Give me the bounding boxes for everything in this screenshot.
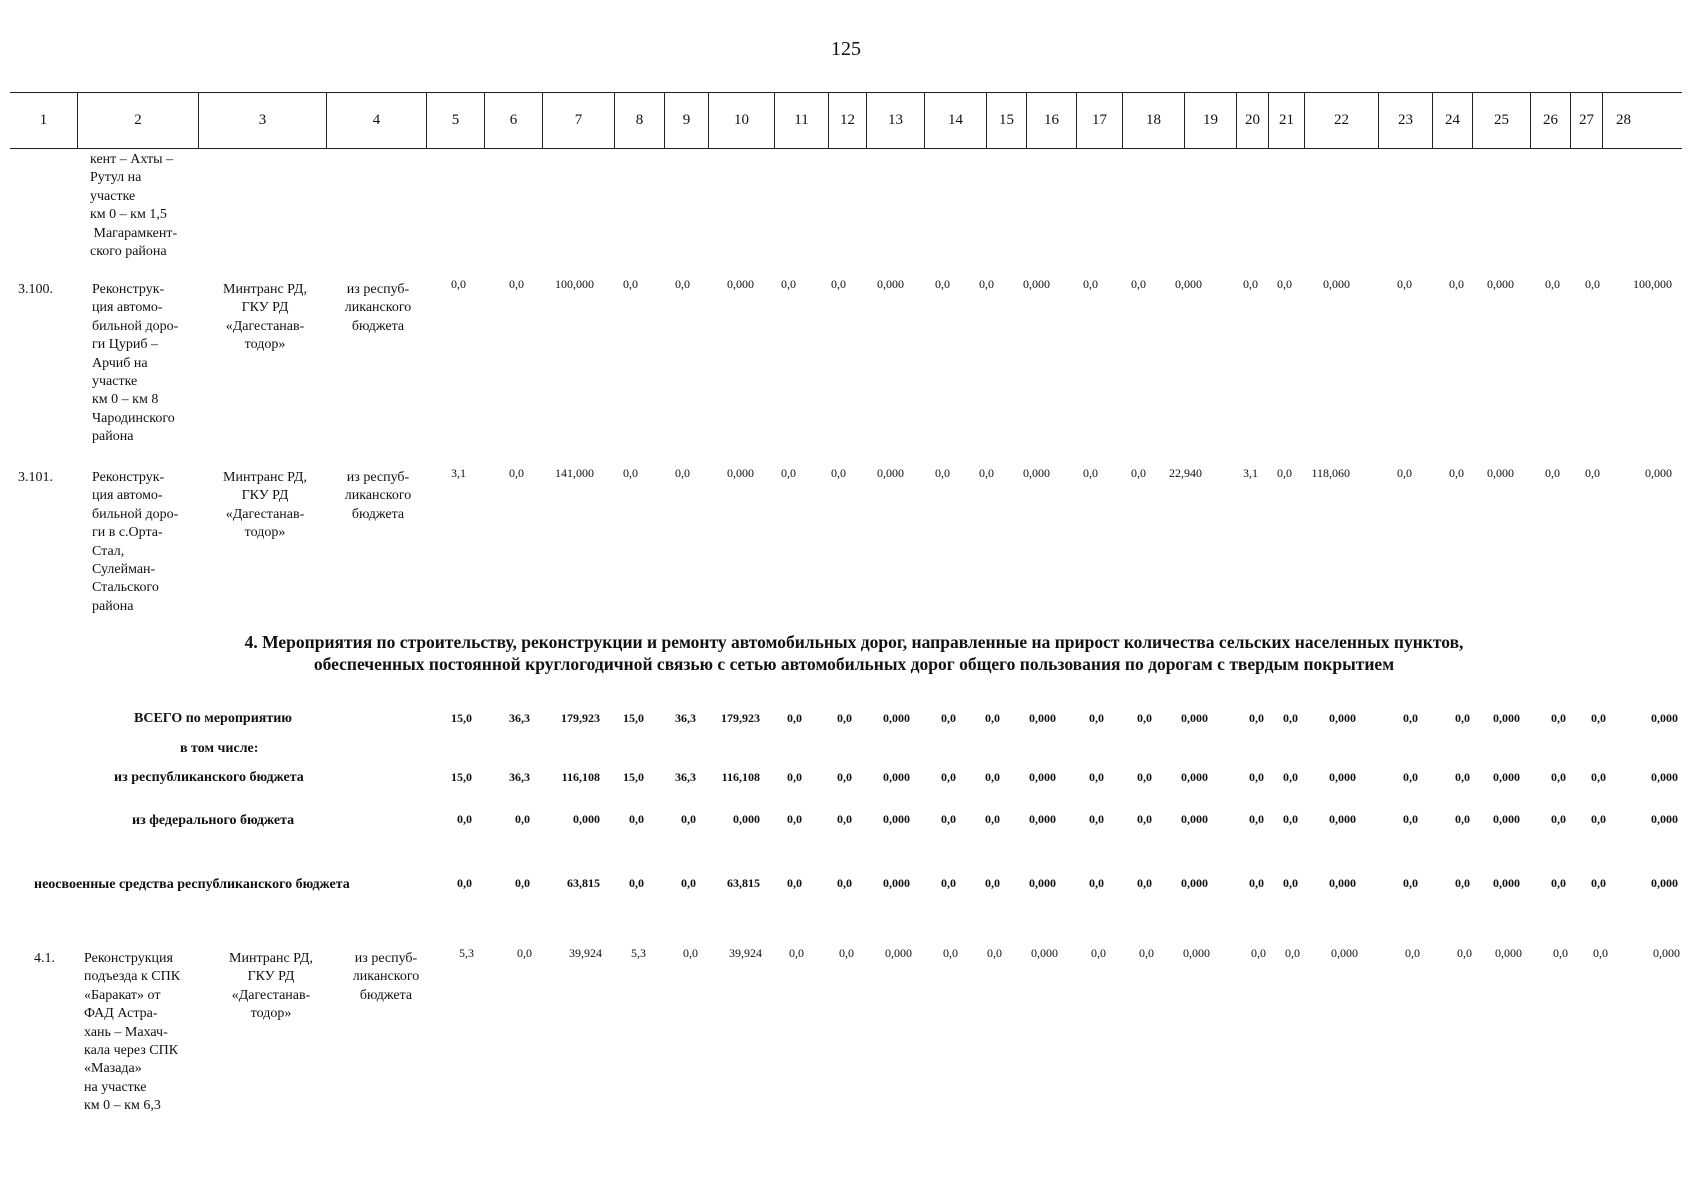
row-4-1-source: из респуб- ликанского бюджета [352,951,420,1003]
row-3-100-value-col-17: 0,0 [1083,277,1098,291]
summary-republic-value-col-25: 0,000 [1493,770,1520,784]
column-header-16: 16 [1026,93,1076,148]
summary-total-value-col-15: 0,0 [985,711,1000,725]
summary-federal-value-col-9: 0,0 [681,812,696,826]
column-header-7: 7 [542,93,614,148]
column-header-15: 15 [986,93,1026,148]
summary-federal-value-col-6: 0,0 [515,812,530,826]
summary-total-value-col-16: 0,000 [1029,711,1056,725]
row-3-100-value-col-8: 0,0 [623,277,638,291]
column-header-10: 10 [708,93,774,148]
row-3-100-value-col-13: 0,000 [877,277,904,291]
row-4-1-value-col-19: 0,000 [1183,946,1210,960]
column-header-27: 27 [1570,93,1602,148]
row-3-100-value-col-26: 0,0 [1545,277,1560,291]
summary-total-value-col-12: 0,0 [837,711,852,725]
row-3-101-value-col-16: 0,000 [1023,466,1050,480]
summary-republic-value-col-23: 0,0 [1403,770,1418,784]
section-heading: 4. Мероприятия по строительству, реконструкции и ремонту автомобильных дорог, направленные на прирост количества сельских населенных пунктов, обеспеченных постоянной круглогодичной связью с сетью автомобильных дорог общего пользования по дорогам с твердым покрытием [244,632,1464,674]
summary-unspent-value-col-9: 0,0 [681,876,696,890]
row-4-1-value-col-11: 0,0 [789,946,804,960]
column-header-4: 4 [326,93,426,148]
column-header-13: 13 [866,93,924,148]
column-header-18: 18 [1122,93,1184,148]
summary-total-value-col-28: 0,000 [1651,711,1678,725]
summary-unspent-value-col-20: 0,0 [1249,876,1264,890]
row-4-1-value-col-8: 5,3 [631,946,646,960]
row-3-101-id: 3.101. [18,470,53,485]
summary-federal-value-col-22: 0,000 [1329,812,1356,826]
column-header-25: 25 [1472,93,1530,148]
summary-republic-value-col-11: 0,0 [787,770,802,784]
row-3-100-value-col-10: 0,000 [727,277,754,291]
column-header-1: 1 [39,112,48,128]
summary-republic-value-col-7: 116,108 [561,770,600,784]
row-3-100-value-col-19: 0,000 [1175,277,1202,291]
row-3-100-value-col-28: 100,000 [1633,277,1672,291]
summary-federal-value-col-24: 0,0 [1455,812,1470,826]
column-header-11: 11 [774,93,828,148]
row-3-101-object: Реконструк- ция автомо- бильной доро- ги в с.Орта- Стал, Сулейман- Стальского района [92,470,179,614]
row-4-1-value-col-26: 0,0 [1553,946,1568,960]
row-3-101-value-col-21: 0,0 [1277,466,1292,480]
summary-unspent-value-col-7: 63,815 [567,876,600,890]
column-header-3: 3 [198,93,326,148]
summary-unspent-value-col-5: 0,0 [457,876,472,890]
summary-unspent-value-col-19: 0,000 [1181,876,1208,890]
row-4-1-value-col-23: 0,0 [1405,946,1420,960]
row-3-100-value-col-23: 0,0 [1397,277,1412,291]
row-3-101-value-col-8: 0,0 [623,466,638,480]
summary-republic-value-col-18: 0,0 [1137,770,1152,784]
row-4-1-value-col-16: 0,000 [1031,946,1058,960]
summary-federal-value-col-27: 0,0 [1591,812,1606,826]
summary-total-value-col-25: 0,000 [1493,711,1520,725]
summary-total-value-col-18: 0,0 [1137,711,1152,725]
row-3-100-value-col-6: 0,0 [509,277,524,291]
row-4-1-value-col-13: 0,000 [885,946,912,960]
summary-federal-value-col-5: 0,0 [457,812,472,826]
row-3-101-value-col-18: 0,0 [1131,466,1146,480]
row-3-101-value-col-25: 0,000 [1487,466,1514,480]
row-3-100-value-col-27: 0,0 [1585,277,1600,291]
row-3-100-value-col-20: 0,0 [1243,277,1258,291]
row-4-1-value-col-10: 39,924 [729,946,762,960]
row-3-100-value-col-7: 100,000 [555,277,594,291]
summary-unspent-value-col-25: 0,000 [1493,876,1520,890]
row-3-100-value-col-11: 0,0 [781,277,796,291]
summary-total-value-col-24: 0,0 [1455,711,1470,725]
summary-label-federal-budget: из федерального бюджета [132,813,295,828]
summary-republic-value-col-21: 0,0 [1283,770,1298,784]
row-3-101-value-col-19: 22,940 [1169,466,1202,480]
summary-total-value-col-23: 0,0 [1403,711,1418,725]
column-header-8: 8 [614,93,664,148]
summary-total-value-col-21: 0,0 [1283,711,1298,725]
row-3-101-value-col-23: 0,0 [1397,466,1412,480]
row-4-1-value-col-28: 0,000 [1653,946,1680,960]
row-3-100-value-col-15: 0,0 [979,277,994,291]
summary-federal-value-col-7: 0,000 [573,812,600,826]
summary-republic-value-col-19: 0,000 [1181,770,1208,784]
row-4-1-id: 4.1. [34,951,55,966]
summary-total-value-col-11: 0,0 [787,711,802,725]
row-3-101-value-col-6: 0,0 [509,466,524,480]
summary-unspent-value-col-18: 0,0 [1137,876,1152,890]
column-header-24: 24 [1432,93,1472,148]
summary-label-unspent-funds: неосвоенные средства республиканского бюджета [34,877,350,892]
row-3-101-value-col-11: 0,0 [781,466,796,480]
summary-total-value-col-7: 179,923 [561,711,600,725]
summary-label-including: в том числе: [180,741,259,756]
summary-federal-value-col-16: 0,000 [1029,812,1056,826]
row-3-101-value-col-24: 0,0 [1449,466,1464,480]
summary-republic-value-col-13: 0,000 [883,770,910,784]
summary-republic-value-col-17: 0,0 [1089,770,1104,784]
row-3-101-value-col-7: 141,000 [555,466,594,480]
summary-federal-value-col-13: 0,000 [883,812,910,826]
summary-republic-value-col-28: 0,000 [1651,770,1678,784]
summary-unspent-value-col-15: 0,0 [985,876,1000,890]
summary-unspent-value-col-28: 0,000 [1651,876,1678,890]
summary-federal-value-col-11: 0,0 [787,812,802,826]
row-3-100-value-col-18: 0,0 [1131,277,1146,291]
row-3-100-value-col-14: 0,0 [935,277,950,291]
row-3-101-value-col-14: 0,0 [935,466,950,480]
column-header-19: 19 [1184,93,1236,148]
row-3-101-value-col-20: 3,1 [1243,466,1258,480]
row-3-100-executor: Минтранс РД, ГКУ РД «Дагестанав- тодор» [223,282,307,353]
summary-republic-value-col-5: 15,0 [451,770,472,784]
summary-federal-value-col-23: 0,0 [1403,812,1418,826]
summary-unspent-value-col-27: 0,0 [1591,876,1606,890]
row-4-1-value-col-6: 0,0 [517,946,532,960]
summary-label-total: ВСЕГО по мероприятию [134,711,292,726]
row-4-1-value-col-24: 0,0 [1457,946,1472,960]
summary-unspent-value-col-11: 0,0 [787,876,802,890]
row-3-101-value-col-26: 0,0 [1545,466,1560,480]
row-4-1-value-col-22: 0,000 [1331,946,1358,960]
summary-unspent-value-col-16: 0,000 [1029,876,1056,890]
row-3-101-value-col-28: 0,000 [1645,466,1672,480]
summary-total-value-col-10: 179,923 [721,711,760,725]
summary-unspent-value-col-13: 0,000 [883,876,910,890]
summary-republic-value-col-24: 0,0 [1455,770,1470,784]
summary-unspent-value-col-6: 0,0 [515,876,530,890]
summary-total-value-col-22: 0,000 [1329,711,1356,725]
column-header-17: 17 [1076,93,1122,148]
summary-federal-value-col-20: 0,0 [1249,812,1264,826]
row-3-100-value-col-25: 0,000 [1487,277,1514,291]
row-3-101-value-col-9: 0,0 [675,466,690,480]
summary-federal-value-col-14: 0,0 [941,812,956,826]
summary-unspent-value-col-23: 0,0 [1403,876,1418,890]
summary-federal-value-col-19: 0,000 [1181,812,1208,826]
row-3-101-source: из респуб- ликанского бюджета [344,470,412,522]
summary-unspent-value-col-21: 0,0 [1283,876,1298,890]
row-3-101-value-col-13: 0,000 [877,466,904,480]
column-header-21: 21 [1268,93,1304,148]
column-header-2: 2 [77,93,198,148]
summary-federal-value-col-15: 0,0 [985,812,1000,826]
row-4-1-value-col-15: 0,0 [987,946,1002,960]
summary-republic-value-col-9: 36,3 [675,770,696,784]
summary-federal-value-col-17: 0,0 [1089,812,1104,826]
summary-total-value-col-19: 0,000 [1181,711,1208,725]
summary-federal-value-col-28: 0,000 [1651,812,1678,826]
row-3-101-value-col-5: 3,1 [451,466,466,480]
summary-total-value-col-8: 15,0 [623,711,644,725]
summary-total-value-col-6: 36,3 [509,711,530,725]
row-4-1-object: Реконструкция подъезда к СПК «Баракат» от ФАД Астра- хань – Махач- кала через СПК «Мазада» на участке км 0 – км 6,3 [84,951,181,1114]
row-4-1-value-col-17: 0,0 [1091,946,1106,960]
summary-federal-value-col-26: 0,0 [1551,812,1566,826]
summary-total-value-col-13: 0,000 [883,711,910,725]
row-3-101-value-col-17: 0,0 [1083,466,1098,480]
summary-total-value-col-14: 0,0 [941,711,956,725]
row-3-100-value-col-21: 0,0 [1277,277,1292,291]
row-3-101-value-col-27: 0,0 [1585,466,1600,480]
summary-republic-value-col-6: 36,3 [509,770,530,784]
row-3-101-value-col-15: 0,0 [979,466,994,480]
column-header-20: 20 [1236,93,1268,148]
column-header-5: 5 [426,93,484,148]
row-3-100-value-col-5: 0,0 [451,277,466,291]
row-3-100-value-col-9: 0,0 [675,277,690,291]
row-4-1-value-col-9: 0,0 [683,946,698,960]
column-header-22: 22 [1304,93,1378,148]
row-3-100-value-col-16: 0,000 [1023,277,1050,291]
summary-total-value-col-17: 0,0 [1089,711,1104,725]
column-header-6: 6 [484,93,542,148]
continuation-object-text: кент – Ахты – Рутул на участке км 0 – км 1,5 Магарамкент- ского района [90,152,178,260]
column-header-28: 28 [1602,93,1644,148]
row-3-100-value-col-12: 0,0 [831,277,846,291]
summary-unspent-value-col-17: 0,0 [1089,876,1104,890]
column-header-23: 23 [1378,93,1432,148]
row-4-1-value-col-14: 0,0 [943,946,958,960]
summary-republic-value-col-10: 116,108 [721,770,760,784]
row-4-1-executor: Минтранс РД, ГКУ РД «Дагестанав- тодор» [229,951,313,1022]
row-4-1-value-col-5: 5,3 [459,946,474,960]
summary-unspent-value-col-26: 0,0 [1551,876,1566,890]
summary-republic-value-col-26: 0,0 [1551,770,1566,784]
row-4-1-value-col-25: 0,000 [1495,946,1522,960]
row-3-101-value-col-10: 0,000 [727,466,754,480]
row-3-100-object: Реконструк- ция автомо- бильной доро- ги Цуриб – Арчиб на участке км 0 – км 8 Чародинского района [92,282,179,445]
column-header-26: 26 [1530,93,1570,148]
row-3-101-value-col-22: 118,060 [1311,466,1350,480]
row-4-1-value-col-20: 0,0 [1251,946,1266,960]
summary-label-republic-budget: из республиканского бюджета [114,770,304,785]
summary-republic-value-col-22: 0,000 [1329,770,1356,784]
row-4-1-value-col-12: 0,0 [839,946,854,960]
summary-republic-value-col-12: 0,0 [837,770,852,784]
column-header-9: 9 [664,93,708,148]
column-header-row [10,92,1682,149]
summary-unspent-value-col-10: 63,815 [727,876,760,890]
row-3-100-id: 3.100. [18,282,53,297]
row-3-100-value-col-22: 0,000 [1323,277,1350,291]
row-4-1-value-col-27: 0,0 [1593,946,1608,960]
summary-federal-value-col-18: 0,0 [1137,812,1152,826]
row-3-100-value-col-24: 0,0 [1449,277,1464,291]
summary-republic-value-col-8: 15,0 [623,770,644,784]
summary-total-value-col-26: 0,0 [1551,711,1566,725]
summary-republic-value-col-15: 0,0 [985,770,1000,784]
row-3-100-source: из респуб- ликанского бюджета [344,282,412,334]
summary-republic-value-col-27: 0,0 [1591,770,1606,784]
row-3-101-executor: Минтранс РД, ГКУ РД «Дагестанав- тодор» [223,470,307,541]
summary-total-value-col-9: 36,3 [675,711,696,725]
column-header-12: 12 [828,93,866,148]
summary-republic-value-col-14: 0,0 [941,770,956,784]
summary-federal-value-col-25: 0,000 [1493,812,1520,826]
summary-unspent-value-col-22: 0,000 [1329,876,1356,890]
row-3-101-value-col-12: 0,0 [831,466,846,480]
summary-unspent-value-col-24: 0,0 [1455,876,1470,890]
summary-total-value-col-5: 15,0 [451,711,472,725]
summary-federal-value-col-8: 0,0 [629,812,644,826]
row-4-1-value-col-7: 39,924 [569,946,602,960]
summary-federal-value-col-10: 0,000 [733,812,760,826]
summary-total-value-col-27: 0,0 [1591,711,1606,725]
summary-federal-value-col-12: 0,0 [837,812,852,826]
summary-unspent-value-col-12: 0,0 [837,876,852,890]
summary-total-value-col-20: 0,0 [1249,711,1264,725]
summary-republic-value-col-16: 0,000 [1029,770,1056,784]
page-number: 125 [831,38,861,60]
summary-federal-value-col-21: 0,0 [1283,812,1298,826]
column-header-14: 14 [924,93,986,148]
summary-unspent-value-col-8: 0,0 [629,876,644,890]
summary-republic-value-col-20: 0,0 [1249,770,1264,784]
row-4-1-value-col-18: 0,0 [1139,946,1154,960]
row-4-1-value-col-21: 0,0 [1285,946,1300,960]
summary-unspent-value-col-14: 0,0 [941,876,956,890]
